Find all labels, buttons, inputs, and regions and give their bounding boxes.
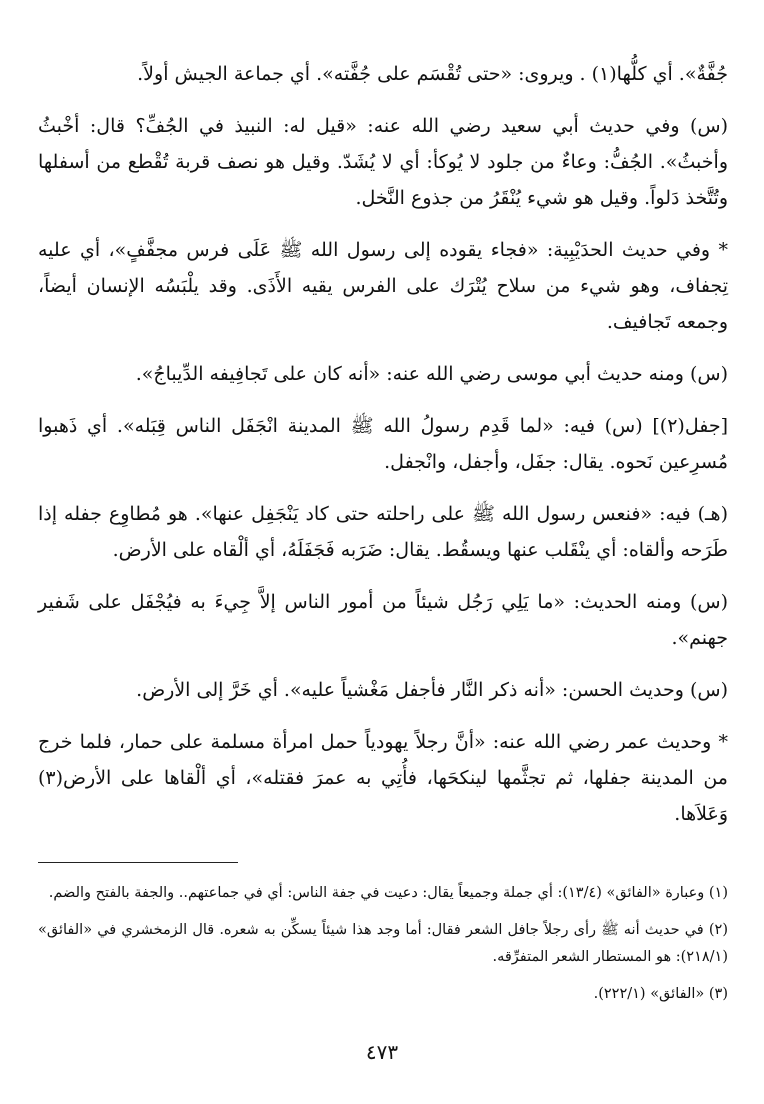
paragraph-6: (هـ) فيه: «فنعس رسول الله ﷺ على راحلته حتى كاد يَنْجَفِل عنها». هو مُطاوِع جفله إذا طَرَحه وألقاه: أي ينْقَلب عنها ويسقُط. يقال: ضَرَبه فَجَفَلَهُ، أي ألْقاه على الأرض. xyxy=(38,503,728,561)
page-number: ٤٧٣ xyxy=(365,1040,399,1064)
paragraph-3: * وفي حديث الحدَيْبِية: «فجاء يقوده إلى رسول الله ﷺ عَلَى فرس مجفَّفٍ»، أي عليه تِجفاف، وهو شيء من سلاح يُتْرَك على الفرس يقيه الأَذَى. وقد يلْبَسُه الإنسان أيضاً، وجمعه تَجافيف. xyxy=(38,239,728,333)
footnote-1: (١) وعبارة «الفائق» (١٣/٤): أي جملة وجميعاً يقال: دعيت في جفة الناس: أي في جماعتهم.. والجفة بالفتح والضم. xyxy=(48,885,728,901)
footnote-divider xyxy=(38,862,238,863)
footnote-2: (٢) في حديث أنه ﷺ رأى رجلاً جافل الشعر فقال: أما وجد هذا شيئاً يسكِّن به شعره. قال الزمخشري في «الفائق» (٢١٨/١): هو المستطار الشعر المتفرِّقه. xyxy=(38,922,728,965)
paragraph-2: (س) وفي حديث أبي سعيد رضي الله عنه: «قيل له: النبيذ في الجُفِّ؟ قال: أخْبثُ وأخبثُ». الجُفُّ: وعاءٌ من جلود لا يُوكأ: أي لا يُشَدّ. وقيل هو نصف قربة تُقْطع من أسفلها وتُتَّخذ دَلواً. وقيل هو شيء يُنْقَرُ من جذوع النَّخل. xyxy=(38,115,728,209)
paragraph-9: * وحديث عمر رضي الله عنه: «أنَّ رجلاً يهودياً حمل امرأة مسلمة على حمار، فلما خرج من المدينة جفلها، ثم تجثَّمها لينكحَها، فأُتِي به عمرَ فقتله»، أي ألْقاها على الأرض(٣) وَعَلاَها. xyxy=(38,731,728,825)
paragraph-7: (س) ومنه الحديث: «ما يَلِي رَجُل شيئاً من أمور الناس إلاَّ جِيءَ به فيُجْفَل على شَفير جهنم». xyxy=(38,591,728,649)
footnote-3: (٣) «الفائق» (٢٢٢/١). xyxy=(593,986,728,1002)
footnotes xyxy=(38,880,728,1018)
paragraph-8: (س) وحديث الحسن: «أنه ذكر النَّار فأجفل مَغْشياً عليه». أي خَرَّ إلى الأرض. xyxy=(136,679,728,701)
main-text xyxy=(38,56,728,832)
paragraph-5: [جفل(٢)] (س) فيه: «لما قَدِم رسولُ الله ﷺ المدينة انْجَفَل الناس قِبَله». أي ذَهبوا مُسرِعين نَحوه. يقال: جفَل، وأجفل، وانْجفل. xyxy=(38,415,728,473)
paragraph-4: (س) ومنه حديث أبي موسى رضي الله عنه: «أنه كان على تَجافِيفه الدِّيباجُ». xyxy=(135,363,728,385)
paragraph-1: جُفَّةٌ». أي كلُّها(١) . ويروى: «حتى تُقْسَم على جُفَّته». أي جماعة الجيش أولاً. xyxy=(137,63,728,85)
